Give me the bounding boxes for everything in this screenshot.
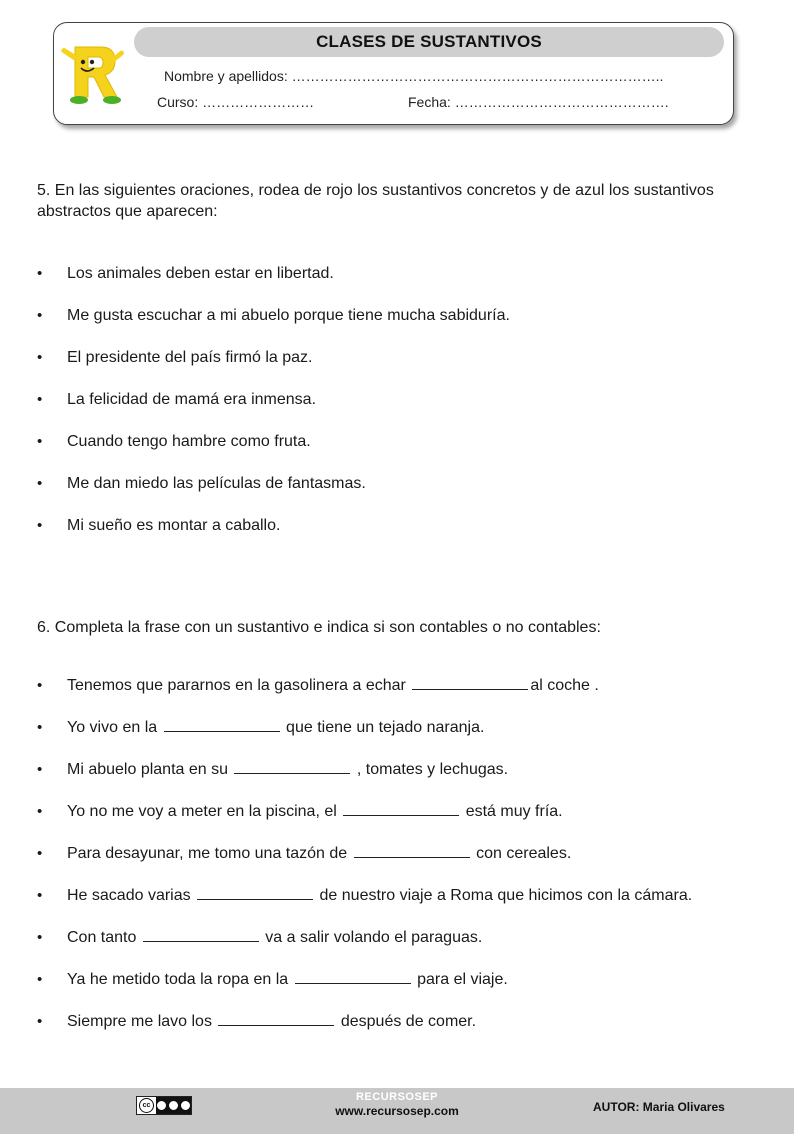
sentence-start: He sacado varias: [67, 887, 191, 904]
list-item: • El presidente del país firmó la paz.: [37, 347, 737, 368]
exercise-6-list: [37, 675, 737, 1053]
course-field: Curso: ……………………: [157, 94, 315, 110]
list-item: • La felicidad de mamá era inmensa.: [37, 389, 737, 410]
sentence-start: Ya he metido toda la ropa en la: [67, 971, 289, 988]
sentence-start: Siempre me lavo los: [67, 1013, 212, 1030]
list-item: [37, 759, 737, 780]
name-field: Nombre y apellidos: ……………………………………………………………………..: [164, 68, 664, 84]
site-url-link[interactable]: www.recursosep.com: [335, 1104, 459, 1118]
list-item: • Me dan miedo las películas de fantasmas.: [37, 473, 737, 494]
answer-blank[interactable]: [234, 759, 350, 774]
date-field: Fecha: ……………………………………….: [408, 94, 669, 110]
list-item: [37, 801, 737, 822]
answer-blank[interactable]: [218, 1011, 334, 1026]
answer-blank[interactable]: [412, 675, 528, 690]
page-footer: [0, 1088, 794, 1134]
answer-blank[interactable]: [197, 885, 313, 900]
sentence-start: Para desayunar, me tomo una tazón de: [67, 845, 348, 862]
list-item: [37, 1011, 737, 1032]
answer-blank[interactable]: [354, 843, 470, 858]
exercise-6-instruction: 6. Completa la frase con un sustantivo e indica si son contables o no contables:: [37, 619, 601, 636]
answer-blank[interactable]: [143, 927, 259, 942]
page-title: CLASES DE SUSTANTIVOS: [134, 27, 724, 57]
list-item: [37, 885, 737, 906]
list-item: [37, 843, 737, 864]
sentence-end: va a salir volando el paraguas.: [265, 929, 483, 946]
sentence-start: Yo vivo en la: [67, 719, 158, 736]
sentence-end: al coche .: [530, 677, 599, 694]
mascot-r-icon: [57, 41, 127, 105]
sentence-end: , tomates y lechugas.: [356, 761, 509, 778]
sentence-start: Mi abuelo planta en su: [67, 761, 228, 778]
answer-blank[interactable]: [164, 717, 280, 732]
sentence-end: después de comer.: [340, 1013, 477, 1030]
sentence-end: está muy fría.: [465, 803, 563, 820]
exercise-5-instruction: 5. En las siguientes oraciones, rodea de rojo los sustantivos concretos y de azul los sustantivos abstractos que aparecen:: [37, 182, 714, 220]
site-name: RECURSOSEP: [355, 1091, 439, 1103]
list-item: • Cuando tengo hambre como fruta.: [37, 431, 737, 452]
list-item: • Me gusta escuchar a mi abuelo porque tiene mucha sabiduría.: [37, 305, 737, 326]
list-item: [37, 969, 737, 990]
cc-icon: cc: [139, 1098, 154, 1113]
sentence-end: para el viaje.: [417, 971, 508, 988]
sentence-end: de nuestro viaje a Roma que hicimos con la cámara.: [319, 887, 693, 904]
answer-blank[interactable]: [295, 969, 411, 984]
list-item: • Los animales deben estar en libertad.: [37, 263, 737, 284]
list-item: [37, 675, 737, 696]
sentence-end: que tiene un tejado naranja.: [286, 719, 485, 736]
sentence-start: Tenemos que pararnos en la gasolinera a echar: [67, 677, 406, 694]
author-credit: AUTOR: Maria Olivares: [593, 1100, 725, 1114]
answer-blank[interactable]: [343, 801, 459, 816]
sentence-end: con cereales.: [476, 845, 572, 862]
sentence-start: Yo no me voy a meter en la piscina, el: [67, 803, 337, 820]
sentence-start: Con tanto: [67, 929, 137, 946]
worksheet-header: [53, 22, 734, 125]
list-item: [37, 717, 737, 738]
list-item: • Mi sueño es montar a caballo.: [37, 515, 737, 536]
exercise-5-list: [37, 263, 737, 557]
list-item: [37, 927, 737, 948]
